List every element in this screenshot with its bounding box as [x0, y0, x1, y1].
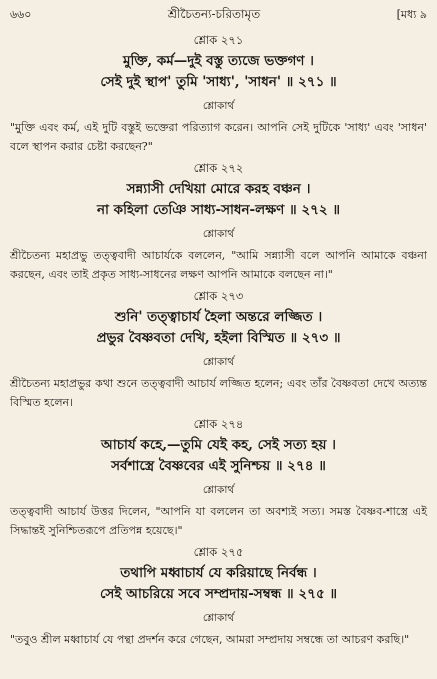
translation-heading: শ্লোকার্থ [202, 356, 235, 368]
verse-number: শ্লোক ২৭২ [193, 161, 244, 175]
verse-line: আচার্য কহে,—তুমি যেই কহ, সেই সত্য হয় । [100, 437, 337, 453]
verse-number: শ্লোক ২৭৫ [193, 545, 244, 559]
translation-text: শ্রীচৈতন্য মহাপ্রভু তত্ত্ববাদী আচার্যকে বললেন, "আমি সন্ন্যাসী বলে আপনি আমাকে বঞ্চনা করছেন, এবং তাই প্রকৃত সাধ্য-সাধনের লক্ষণ আপনি আমাকে বলছেন না।" [10, 249, 427, 281]
translation-text: শ্রীচৈতন্য মহাপ্রভুর কথা শুনে তত্ত্ববাদী আচার্য লজ্জিত হলেন; এবং তাঁর বৈষ্ণবতা দেখে অত্যন্ত বিস্মিত হলেন। [10, 377, 427, 409]
translation-text: "তবুও শ্রীল মধ্বাচার্য যে পন্থা প্রদর্শন করে গেছেন, আমরা সম্প্রদায় সম্বন্ধে তা আচরণ করছি।" [10, 633, 410, 646]
verse-line: সেই আচরিয়ে সবে সম্প্রদায়-সম্বন্ধ ॥ ২৭৫ ॥ [99, 586, 338, 602]
translation-heading: শ্লোকার্থ [202, 612, 235, 624]
translation-text: তত্ত্ববাদী আচার্য উত্তর দিলেন, "আপনি যা বললেন তা অবশ্যই সত্য। সমস্ত বৈষ্ণব-শাস্ত্রে এই সিদ্ধান্তই সুনিশ্চিতরূপে প্রতিপন্ন হয়েছে।" [10, 505, 427, 537]
verse-block [10, 544, 427, 649]
translation-heading: শ্লোকার্থ [202, 484, 235, 496]
page-number: ৬৬০ [10, 8, 32, 21]
verse-line: না কহিলা তেঞি সাধ্য-সাধন-লক্ষণ ॥ ২৭২ ॥ [96, 202, 340, 218]
verse-block [10, 32, 427, 156]
translation-heading: শ্লোকার্থ [202, 228, 235, 240]
section-label: [মধ্য ৯ [396, 8, 427, 21]
verse-line: মুক্তি, কর্ম—দুই বস্তু ত্যজে ভক্তগণ । [122, 53, 314, 69]
verse-number: শ্লোক ২৭৪ [193, 417, 244, 431]
verse-line: শুনি' তত্ত্বাচার্য হৈলা অন্তরে লজ্জিত । [114, 309, 323, 325]
verse-block [10, 416, 427, 540]
verse-line: প্রভুর বৈষ্ণবতা দেখি, হইলা বিস্মিত ॥ ২৭৩ ॥ [96, 330, 341, 346]
verse-block [10, 288, 427, 412]
page-header [10, 6, 427, 28]
book-title: শ্রীচৈতন্য-চরিতামৃত [167, 7, 261, 21]
translation-heading: শ্লোকার্থ [202, 100, 235, 112]
verse-block [10, 160, 427, 284]
verse-line: তথাপি মধ্বাচার্য যে করিয়াছে নির্বন্ধ । [120, 565, 317, 581]
verse-line: সর্বশাস্ত্রে বৈষ্ণবের এই সুনিশ্চয় ॥ ২৭৪ ॥ [111, 458, 326, 474]
verse-number: শ্লোক ২৭১ [193, 33, 244, 47]
translation-text: "মুক্তি এবং কর্ম, এই দুটি বস্তুই ভক্তেরা পরিত্যাগ করেন। আপনি সেই দুটিকে 'সাধ্য' এবং 'সাধন' বলে স্থাপন করার চেষ্টা করছেন?" [10, 121, 427, 153]
verse-line: সেই দুই স্থাপ' তুমি 'সাধ্য', 'সাধন' ॥ ২৭১ ॥ [100, 74, 337, 90]
verse-line: সন্ন্যাসী দেখিয়া মোরে করহ বঞ্চন । [126, 181, 311, 197]
verse-number: শ্লোক ২৭৩ [193, 289, 244, 303]
